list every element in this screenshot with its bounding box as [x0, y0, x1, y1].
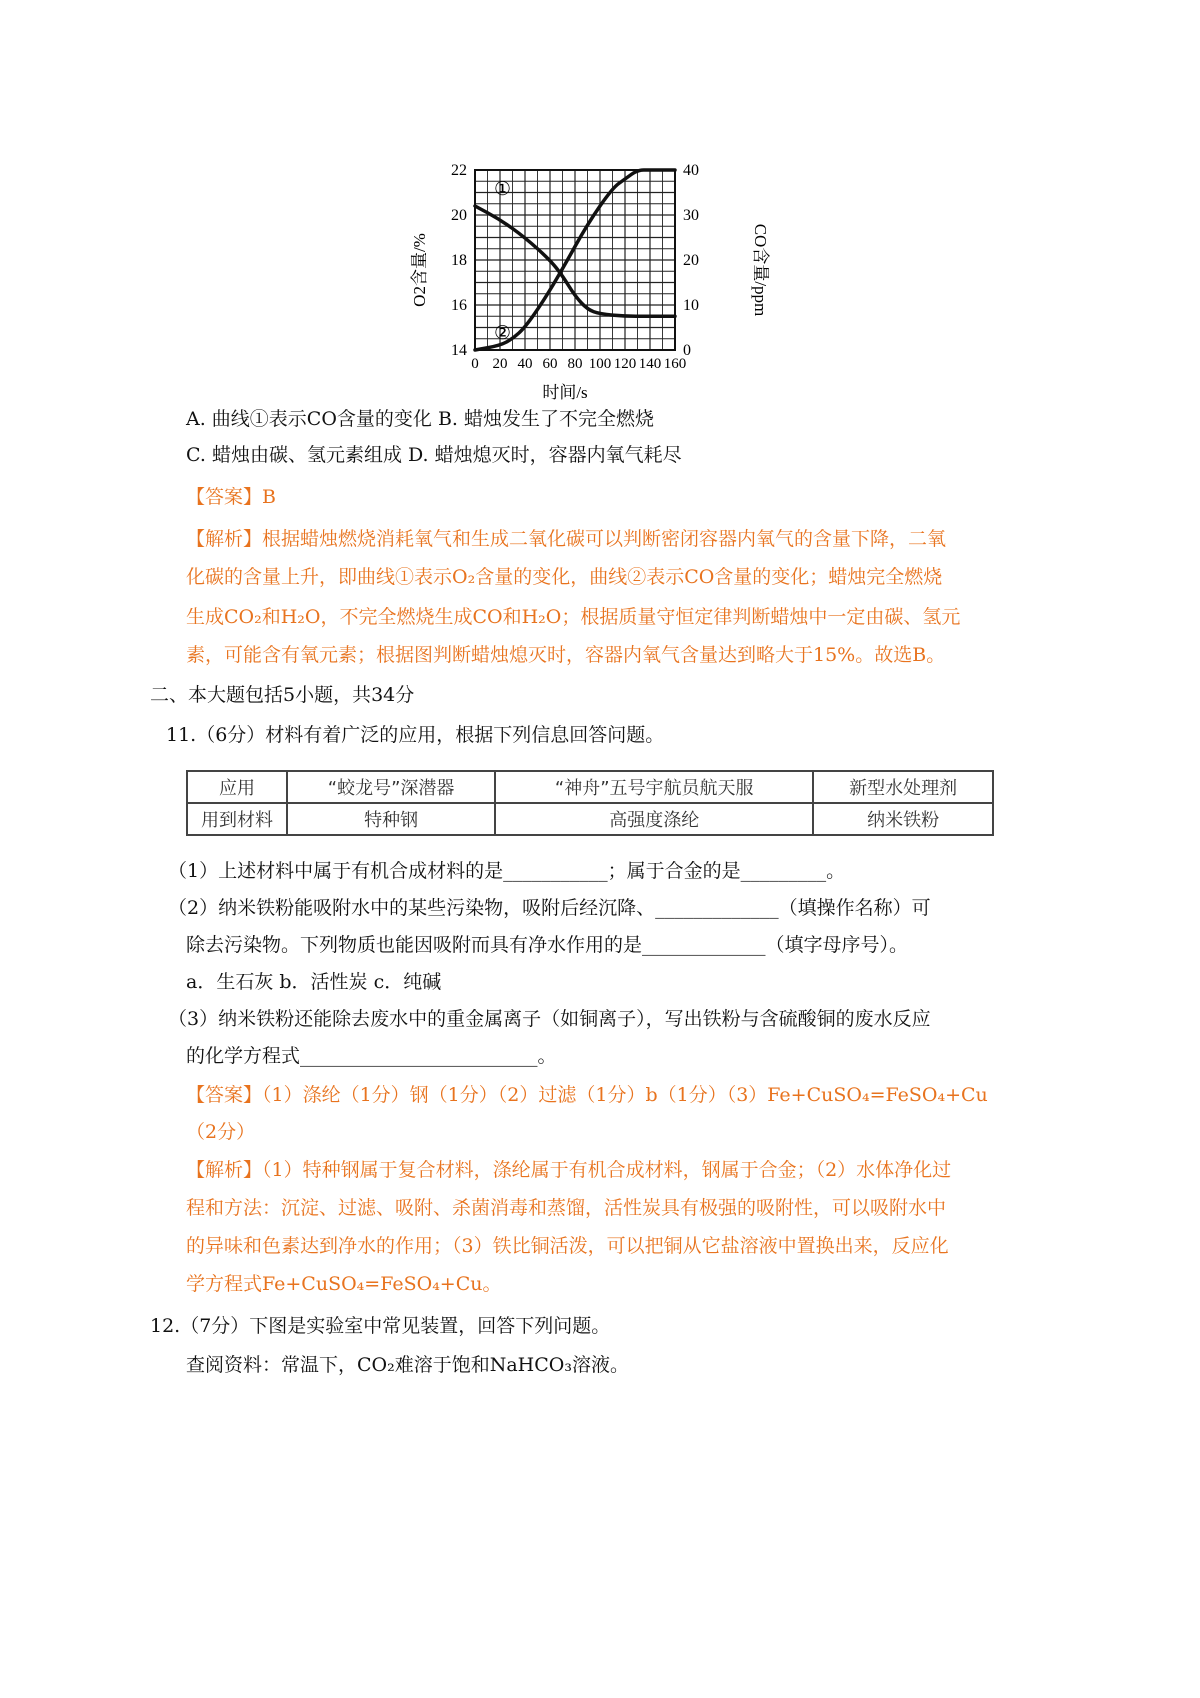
- q11-line-5: 的化学方程式_________________________。: [186, 1045, 557, 1067]
- q10-analysis-1: 化碳的含量上升，即曲线①表示O₂含量的变化，曲线②表示CO含量的变化；蜡烛完全燃烧: [186, 566, 943, 588]
- q11-answer-1: （2分）: [186, 1121, 256, 1143]
- q10-options-line1: A. 曲线①表示CO含量的变化 B. 蜡烛发生了不完全燃烧: [186, 408, 654, 430]
- q11-analysis-0: 【解析】（1）特种钢属于复合材料，涤纶属于有机合成材料，钢属于合金；（2）水体净化过: [186, 1159, 952, 1181]
- q11-analysis-1: 程和方法：沉淀、过滤、吸附、杀菌消毒和蒸馏，活性炭具有极强的吸附性，可以吸附水中: [186, 1197, 947, 1219]
- table-cell: 新型水处理剂: [813, 771, 993, 803]
- y-tick-label-left: 22: [451, 162, 467, 179]
- y-tick-label-left: 14: [451, 342, 467, 359]
- q11-analysis-3: 学方程式Fe+CuSO₄=FeSO₄+Cu。: [186, 1273, 502, 1295]
- q10-options-line2: C. 蜡烛由碳、氢元素组成 D. 蜡烛熄灭时，容器内氧气耗尽: [186, 444, 682, 466]
- x-tick-label: 160: [663, 356, 687, 372]
- x-axis-label: 时间/s: [542, 383, 588, 400]
- section-heading: 二、本大题包括5小题，共34分: [150, 684, 415, 706]
- q12-note: 查阅资料：常温下，CO₂难溶于饱和NaHCO₃溶液。: [186, 1354, 629, 1376]
- y-tick-label-right: 20: [683, 252, 699, 269]
- x-tick-label: 60: [542, 356, 558, 372]
- table-cell: 特种钢: [287, 803, 495, 835]
- x-tick-label: 20: [492, 356, 508, 372]
- q10-analysis-0: 【解析】根据蜡烛燃烧消耗氧气和生成二氧化碳可以判断密闭容器内氧气的含量下降，二氧: [186, 528, 947, 550]
- q11-line-2: 除去污染物。下列物质也能因吸附而具有净水作用的是_____________（填字母序号）。: [186, 934, 909, 956]
- y-tick-label-left: 20: [451, 207, 467, 224]
- x-tick-label: 0: [471, 356, 479, 372]
- y-tick-label-left: 18: [451, 252, 467, 269]
- y-axis-label-right: CO含量/ppm: [751, 223, 770, 317]
- q10-analysis-2: 生成CO₂和H₂O，不完全燃烧生成CO和H₂O；根据质量守恒定律判断蜡烛中一定由碳、氢元: [186, 606, 961, 628]
- q11-line-1: （2）纳米铁粉能吸附水中的某些污染物，吸附后经沉降、_____________（填操作名称）可: [168, 897, 931, 919]
- table-row: [187, 771, 993, 803]
- table-cell: “蛟龙号”深潜器: [287, 771, 495, 803]
- q10-answer: 【答案】B: [186, 486, 276, 508]
- curve-label-1: ①: [493, 177, 512, 200]
- q11-analysis-2: 的异味和色素达到净水的作用；（3）铁比铜活泼，可以把铜从它盐溶液中置换出来，反应化: [186, 1235, 949, 1257]
- y-tick-label-right: 40: [683, 162, 699, 179]
- table-cell: 用到材料: [187, 803, 287, 835]
- table-cell: 应用: [187, 771, 287, 803]
- y-axis-label-left: O2含量/%: [410, 233, 429, 307]
- table-row: [187, 803, 993, 835]
- materials-table: [186, 770, 994, 836]
- y-tick-label-right: 0: [683, 342, 691, 359]
- y-tick-label-left: 16: [451, 297, 467, 314]
- x-tick-label: 40: [517, 356, 533, 372]
- table-cell: 纳米铁粉: [813, 803, 993, 835]
- table-cell: 高强度涤纶: [495, 803, 813, 835]
- q11-line-3: a．生石灰 b．活性炭 c．纯碱: [186, 971, 442, 993]
- q11-line-4: （3）纳米铁粉还能除去废水中的重金属离子（如铜离子），写出铁粉与含硫酸铜的废水反应: [168, 1008, 931, 1030]
- x-tick-label: 120: [613, 356, 637, 372]
- q10-analysis-3: 素，可能含有氧元素；根据图判断蜡烛熄灭时，容器内氧气含量达到略大于15%。故选B。: [186, 644, 946, 666]
- q11-line-0: （1）上述材料中属于有机合成材料的是___________；属于合金的是_________。: [168, 860, 846, 882]
- x-tick-label: 100: [588, 356, 612, 372]
- table-cell: “神舟”五号宇航员航天服: [495, 771, 813, 803]
- chart: [405, 160, 785, 400]
- x-tick-label: 140: [638, 356, 662, 372]
- q11-answer-0: 【答案】（1）涤纶（1分）钢（1分）（2）过滤（1分）b（1分）（3）Fe+CuSO₄=FeSO₄+Cu: [186, 1084, 988, 1106]
- q12-title: 12.（7分）下图是实验室中常见装置，回答下列问题。: [150, 1315, 611, 1337]
- x-tick-label: 80: [567, 356, 583, 372]
- y-tick-label-right: 30: [683, 207, 699, 224]
- q11-title: 11.（6分）材料有着广泛的应用，根据下列信息回答问题。: [166, 724, 665, 746]
- y-tick-label-right: 10: [683, 297, 699, 314]
- curve-label-2: ②: [493, 321, 512, 344]
